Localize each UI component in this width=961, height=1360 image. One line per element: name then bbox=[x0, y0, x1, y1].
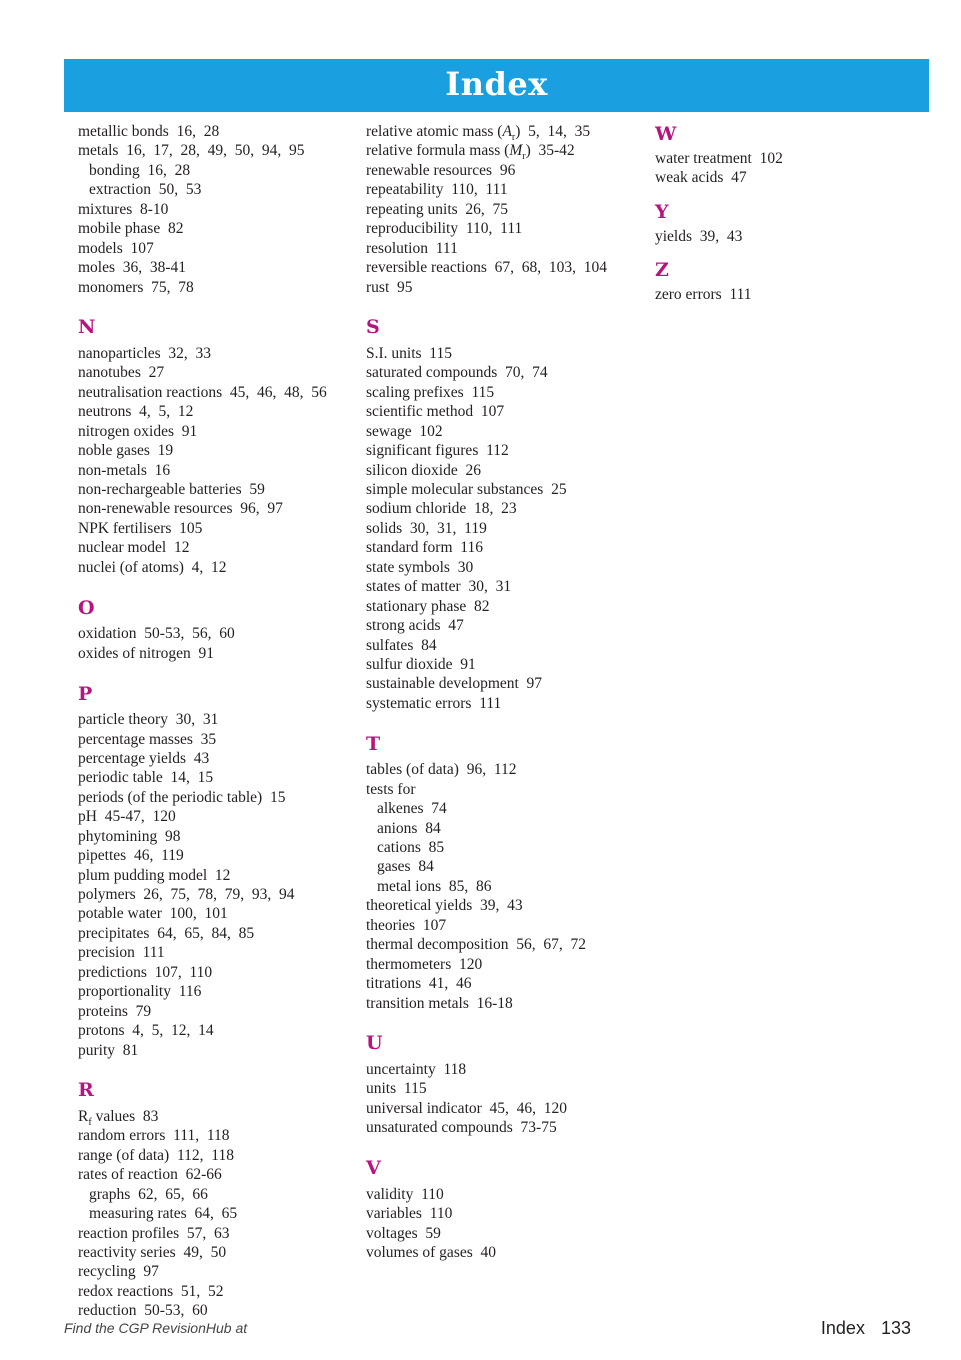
index-letter-heading: Y bbox=[655, 200, 669, 223]
index-entry: standard form 116 bbox=[366, 539, 483, 557]
entry-pages: ) 5, 14, 35 bbox=[515, 123, 591, 140]
index-entry: reversible reactions 67, 68, 103, 104 bbox=[366, 259, 608, 277]
index-entry: pH 45-47, 120 bbox=[78, 808, 176, 826]
index-entry: sustainable development 97 bbox=[366, 675, 543, 693]
index-entry: unsaturated compounds 73-75 bbox=[366, 1119, 557, 1137]
index-entry: periodic table 14, 15 bbox=[78, 769, 214, 787]
index-entry bbox=[366, 122, 641, 144]
index-entry: range (of data) 112, 118 bbox=[78, 1146, 234, 1164]
index-entry: renewable resources 96 bbox=[366, 161, 516, 179]
index-entry: titrations 41, 46 bbox=[366, 975, 472, 993]
entry-pages: ) 35-42 bbox=[525, 142, 575, 160]
index-letter-heading: R bbox=[78, 1079, 94, 1102]
index-entry bbox=[78, 1107, 353, 1129]
index-entry: resolution 111 bbox=[366, 239, 458, 257]
index-entry bbox=[366, 141, 641, 163]
entry-symbol: M bbox=[509, 142, 523, 160]
index-subentry: cations 85 bbox=[377, 839, 445, 856]
index-letter-heading: V bbox=[366, 1157, 381, 1180]
index-entry: systematic errors 111 bbox=[366, 694, 502, 712]
index-entry: volumes of gases 40 bbox=[366, 1244, 497, 1261]
index-entry: scaling prefixes 115 bbox=[366, 383, 495, 401]
index-entry: thermometers 120 bbox=[366, 955, 483, 973]
index-entry: stationary phase 82 bbox=[366, 597, 490, 615]
index-entry: repeating units 26, 75 bbox=[366, 200, 509, 218]
index-entry: reproducibility 110, 111 bbox=[366, 220, 523, 238]
entry-subscript: r bbox=[522, 151, 526, 163]
index-entry: S.I. units 115 bbox=[366, 344, 452, 362]
index-entry: oxides of nitrogen 91 bbox=[78, 644, 215, 662]
index-subentry: graphs 62, 65, 66 bbox=[89, 1185, 208, 1203]
index-letter-heading: P bbox=[78, 682, 93, 705]
index-entry: silicon dioxide 26 bbox=[366, 461, 481, 479]
index-entry: non-metals 16 bbox=[78, 461, 171, 479]
header-bar bbox=[64, 59, 929, 112]
index-entry: redox reactions 51, 52 bbox=[78, 1282, 224, 1300]
index-column-3 bbox=[655, 122, 915, 305]
index-entry: significant figures 112 bbox=[366, 442, 509, 460]
index-entry: neutrons 4, 5, 12 bbox=[78, 403, 194, 421]
index-entry: zero errors 111 bbox=[655, 286, 752, 304]
index-entry: purity 81 bbox=[78, 1041, 139, 1059]
index-letter-heading: S bbox=[366, 316, 380, 339]
index-subentry: anions 84 bbox=[377, 819, 441, 837]
index-entry: NPK fertilisers 105 bbox=[78, 519, 203, 537]
index-entry: non-renewable resources 96, 97 bbox=[78, 500, 283, 518]
index-entry: potable water 100, 101 bbox=[78, 905, 228, 923]
index-entry: polymers 26, 75, 78, 79, 93, 94 bbox=[78, 886, 295, 903]
index-entry: strong acids 47 bbox=[366, 617, 464, 635]
index-subentry: measuring rates 64, 65 bbox=[89, 1205, 238, 1223]
index-entry: metals 16, 17, 28, 49, 50, 94, 95 bbox=[78, 142, 305, 160]
index-subentry: alkenes 74 bbox=[377, 800, 447, 818]
index-entry: nuclei (of atoms) 4, 12 bbox=[78, 558, 227, 576]
footer-page-info bbox=[821, 1318, 911, 1339]
index-entry: proportionality 116 bbox=[78, 983, 202, 1001]
index-entry: mobile phase 82 bbox=[78, 220, 184, 238]
index-entry: tables (of data) 96, 112 bbox=[366, 761, 517, 779]
index-entry: monomers 75, 78 bbox=[78, 278, 194, 296]
index-entry: thermal decomposition 56, 67, 72 bbox=[366, 936, 586, 954]
index-entry: uncertainty 118 bbox=[366, 1060, 467, 1078]
index-entry: precision 111 bbox=[78, 944, 165, 962]
index-entry: protons 4, 5, 12, 14 bbox=[78, 1022, 214, 1040]
page-number: 133 bbox=[880, 1318, 911, 1338]
index-entry: variables 110 bbox=[366, 1205, 453, 1223]
index-entry: precipitates 64, 65, 84, 85 bbox=[78, 924, 255, 942]
index-entry: tests for bbox=[366, 780, 416, 798]
index-entry: reaction profiles 57, 63 bbox=[78, 1224, 230, 1242]
index-entry: pipettes 46, 119 bbox=[78, 847, 184, 865]
index-letter-heading: U bbox=[366, 1032, 383, 1055]
index-entry: metallic bonds 16, 28 bbox=[78, 123, 220, 140]
index-entry: repeatability 110, 111 bbox=[366, 181, 508, 199]
index-entry: yields 39, 43 bbox=[655, 227, 743, 245]
index-letter-heading: N bbox=[78, 316, 96, 339]
index-entry: rates of reaction 62-66 bbox=[78, 1166, 222, 1184]
index-entry: phytomining 98 bbox=[78, 827, 181, 845]
index-subentry: gases 84 bbox=[377, 858, 434, 876]
index-entry: periods (of the periodic table) 15 bbox=[78, 788, 286, 806]
index-entry: random errors 111, 118 bbox=[78, 1127, 230, 1145]
index-entry: models 107 bbox=[78, 239, 154, 257]
entry-symbol: A bbox=[502, 123, 512, 140]
footer-section: Index bbox=[820, 1318, 865, 1338]
index-entry: voltages 59 bbox=[366, 1224, 441, 1242]
index-entry: nitrogen oxides 91 bbox=[78, 422, 198, 440]
index-entry: nanoparticles 32, 33 bbox=[78, 344, 212, 362]
entry-subscript: r bbox=[511, 132, 516, 144]
index-entry: non-rechargeable batteries 59 bbox=[78, 481, 265, 498]
footer-note: Find the CGP RevisionHub at bbox=[64, 1320, 248, 1336]
index-entry: moles 36, 38-41 bbox=[78, 259, 187, 277]
index-entry: validity 110 bbox=[366, 1185, 444, 1203]
entry-subscript: f bbox=[88, 1117, 92, 1129]
index-entry: reduction 50-53, 60 bbox=[78, 1302, 208, 1320]
page-title: Index bbox=[445, 65, 548, 103]
index-entry: noble gases 19 bbox=[78, 442, 174, 460]
entry-text: relative formula mass ( bbox=[366, 142, 510, 160]
index-entry: weak acids 47 bbox=[655, 169, 747, 187]
index-letter-heading: W bbox=[655, 123, 677, 145]
index-entry: mixtures 8-10 bbox=[78, 200, 169, 218]
index-entry: sodium chloride 18, 23 bbox=[366, 500, 517, 518]
index-subentry: metal ions 85, 86 bbox=[377, 877, 492, 895]
index-entry: theoretical yields 39, 43 bbox=[366, 897, 523, 915]
index-entry: sulfates 84 bbox=[366, 636, 437, 654]
index-entry: nanotubes 27 bbox=[78, 364, 165, 382]
index-entry: transition metals 16-18 bbox=[366, 994, 513, 1012]
index-entry: saturated compounds 70, 74 bbox=[366, 364, 548, 382]
index-column-1 bbox=[78, 122, 353, 1321]
index-entry: percentage yields 43 bbox=[78, 749, 210, 767]
index-letter-heading: Z bbox=[655, 259, 669, 282]
index-entry: scientific method 107 bbox=[366, 403, 505, 421]
index-entry: nuclear model 12 bbox=[78, 539, 190, 557]
index-entry: water treatment 102 bbox=[655, 150, 783, 167]
index-letter-heading: T bbox=[366, 732, 381, 755]
index-entry: oxidation 50-53, 56, 60 bbox=[78, 625, 235, 643]
entry-text: R bbox=[78, 1107, 89, 1125]
index-entry: recycling 97 bbox=[78, 1263, 159, 1281]
index-entry: proteins 79 bbox=[78, 1002, 152, 1020]
index-entry: units 115 bbox=[366, 1080, 427, 1098]
index-entry: sulfur dioxide 91 bbox=[366, 655, 476, 673]
index-entry: rust 95 bbox=[366, 278, 413, 296]
index-entry: particle theory 30, 31 bbox=[78, 711, 219, 729]
index-entry: reactivity series 49, 50 bbox=[78, 1244, 227, 1261]
index-entry: theories 107 bbox=[366, 916, 447, 934]
entry-text: relative atomic mass ( bbox=[366, 123, 503, 140]
index-entry: percentage masses 35 bbox=[78, 730, 217, 748]
index-entry: state symbols 30 bbox=[366, 558, 474, 576]
index-letter-heading: O bbox=[78, 596, 95, 619]
index-entry: neutralisation reactions 45, 46, 48, 56 bbox=[78, 383, 327, 401]
index-entry: universal indicator 45, 46, 120 bbox=[366, 1099, 568, 1117]
index-entry: sewage 102 bbox=[366, 422, 443, 440]
index-entry: states of matter 30, 31 bbox=[366, 578, 512, 596]
index-entry: predictions 107, 110 bbox=[78, 963, 213, 981]
index-column-2 bbox=[366, 122, 641, 1262]
index-subentry: extraction 50, 53 bbox=[89, 181, 202, 199]
index-subentry: bonding 16, 28 bbox=[89, 161, 191, 179]
index-entry: solids 30, 31, 119 bbox=[366, 519, 487, 537]
index-entry: simple molecular substances 25 bbox=[366, 481, 567, 498]
index-entry: plum pudding model 12 bbox=[78, 866, 231, 884]
entry-pages: values 83 bbox=[91, 1107, 159, 1125]
